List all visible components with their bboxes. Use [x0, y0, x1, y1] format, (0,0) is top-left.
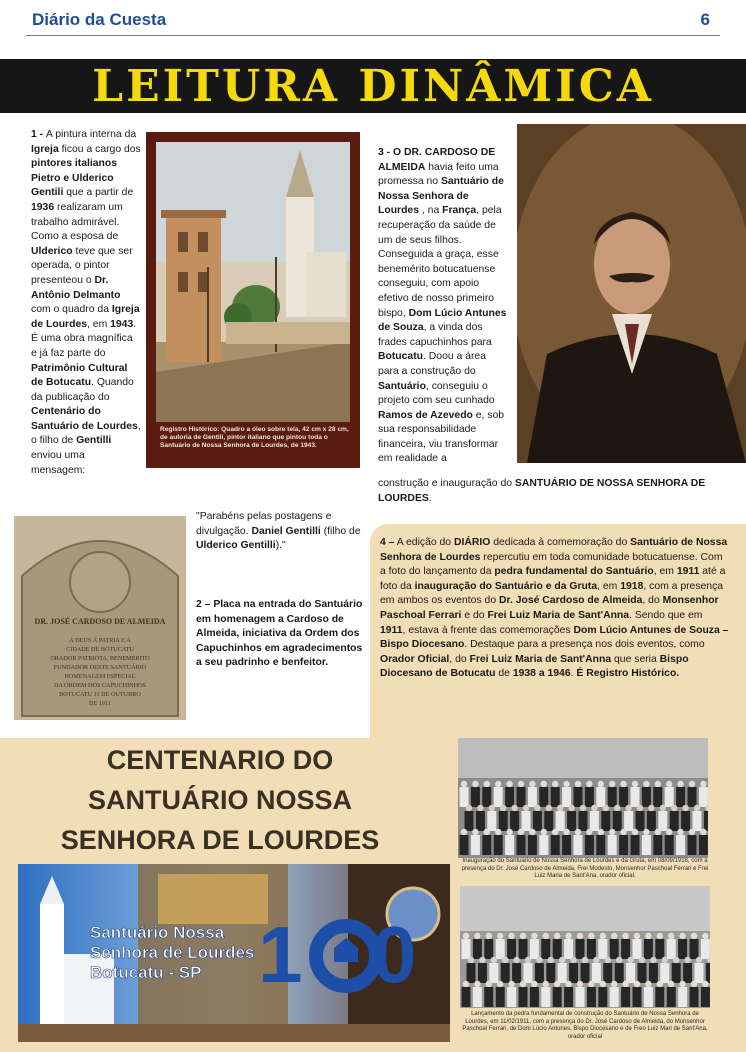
section-1-body: A pintura interna da Igreja ficou a cargo dos pintores italianos Pietro e Ulderico Gentili que a partir de 1936 realizaram um trabalho admirável. Como a esposa de Ulderico teve que ser operada, o pintor presenteou o Dr. Antônio Delmanto com o quadro da Igreja de Lourdes, em 1943. É uma obra magnífica e já faz parte do Patrimônio Cultural de Botucatu. Quando da publicação do Centenário do Santuário de Lourdes, o filho de Gentilli enviou uma mensagem: — [31, 129, 141, 476]
title-banner — [0, 59, 746, 113]
painting-caption: Registro Histórico: Quadro a óleo sobre tela, 42 cm x 28 cm, de autoria de Gentili, pintor italiano que pintou toda o Santuário de Nossa Senhora de Lourdes, de 1943. — [160, 426, 349, 450]
centenario-line-2: SANTUÁRIO NOSSA — [87, 785, 352, 815]
gentilli-quote: "Parabéns pelas postagens e divulgação. Daniel Gentilli (filho de Ulderico Gentilli)." — [196, 511, 361, 552]
banner-title: LEITURA DINÂMICA — [92, 60, 654, 112]
plaque-inscription-line: CIDADE DE BOTUCATU — [66, 646, 134, 653]
plaque-image — [14, 516, 186, 720]
plaque-inscription-line: DE 1911 — [89, 700, 111, 707]
centenario-line-3: SENHORA DE LOURDES — [60, 825, 380, 855]
church-painting-image — [156, 142, 350, 422]
poster-title-line-3: Botucatu - SP — [90, 963, 202, 982]
painting-figure — [146, 132, 360, 468]
centenario-poster — [18, 864, 450, 1042]
centenario-line-1: CENTENARIO DO — [106, 745, 334, 775]
cardoso-portrait-image — [517, 124, 746, 463]
header-rule — [26, 35, 720, 36]
inauguration-caption: Inauguração do Santuário de Nossa Senhora de Lourdes e da Gruta, em 08/09/1918, com a presença do Dr. José Cardoso de Almeida, Frei Modesto, Monsenhor Paschoal Ferrari e Frei Luiz Maria de Sant'Ana, orador oficial. — [461, 858, 709, 880]
centenario-heading — [40, 740, 400, 860]
plaque-inscription-line: ORADOR PATRIOTA, BENEMERITO — [50, 655, 150, 662]
cornerstone-image — [460, 886, 710, 1008]
inauguration-image — [458, 738, 708, 858]
section-3-continuation: construção e inauguração do SANTUÁRIO DE NOSSA SENHORA DE LOURDES. — [378, 478, 706, 504]
centenary-number-1: 1 — [258, 910, 303, 999]
centenary-number-3: 0 — [372, 910, 417, 999]
plaque-inscription-line: FUNDADOR DESTE SANTUÁRIO — [53, 664, 147, 671]
plaque-photo — [14, 516, 186, 720]
section-1-text — [31, 128, 141, 478]
section-3-text: 3 - O DR. CARDOSO DE ALMEIDA havia feito uma promessa no Santuário de Nossa Senhora de Lourdes , na França, pela recuperação da saúde de um de seus filhos. Conseguida a graça, esse benemérito botucatuense conseguiu, com apoio efetivo de nosso primeiro bispo, Dom Lúcio Antunes de Souza, a vinda dos frades capuchinhos para Botucatu. Doou a área para a construção do Santuário, conseguiu o projeto com seu cunhado Ramos de Azevedo e, sob sua responsabilidade financeira, viu transformar em realidade a — [378, 147, 507, 465]
poster-image — [18, 864, 450, 1042]
poster-title-line-1: Santuário Nossa — [90, 923, 225, 942]
plaque-inscription-line: HOMENAGEM ESPECIAL — [64, 673, 136, 680]
portrait-photo — [517, 124, 746, 463]
section-1-number: 1 - — [31, 129, 47, 140]
section-4-text: 4 – A edição do DIÁRIO dedicada à comemoração do Santuário de Nossa Senhora de Lourdes repercutiu em toda comunidade botucatuense. Com a foto do lançamento da pedra fundamental do Santuário, em 1911 até a foto da inauguração do Santuário e da Gruta, em 1918, com a presença em ambos os eventos do Dr. José Cardoso de Almeida, do Monsenhor Paschoal Ferrari e do Frei Luiz Maria de Sant'Anna. Sendo que em 1911, estava à frente das comemorações Dom Lúcio Antunes de Souza – Bispo Diocesano. Destaque para a presença nos dois eventos, como Orador Oficial, do Frei Luiz Maria de Sant'Anna que seria Bispo Diocesano de Botucatu de 1938 a 1946. É Registro Histórico. — [380, 537, 729, 680]
plaque-inscription-line: BOTUCATU 11 DE OUTUBRO — [59, 691, 141, 698]
plaque-heading: DR. JOSÉ CARDOSO DE ALMEIDA — [34, 617, 166, 626]
plaque-inscription-line: DA ORDEM DOS CAPUCHINHOS — [54, 682, 146, 689]
section-2-text: 2 – Placa na entrada do Santuário em homenagem a Cardoso de Almeida, iniciativa da Ordem dos Capuchinhos em agradecimentos a seu padrinho e benfeitor. — [196, 599, 363, 669]
masthead: Diário da Cuesta — [32, 10, 167, 29]
cornerstone-photo — [460, 886, 710, 1008]
poster-title-line-2: Senhora de Lourdes — [90, 943, 255, 962]
page-number: 6 — [700, 10, 710, 29]
cornerstone-caption: Lançamento da pedra fundamental de construção do Santuário de Nossa Senhora de Lourdes, em 11/02/1911, com a presença do Dr. José Cardoso de Almeida, do Monsenhor Paschoal Ferrari, de Dom Lúcio Antunes, Bispo Diocesano e de Freo Luiz Mari de Sant'Ana, orador oficial — [462, 1011, 708, 1040]
plaque-inscription-line: Á DEUS Á PATRIA E Á — [69, 637, 131, 644]
inauguration-photo — [458, 738, 708, 858]
